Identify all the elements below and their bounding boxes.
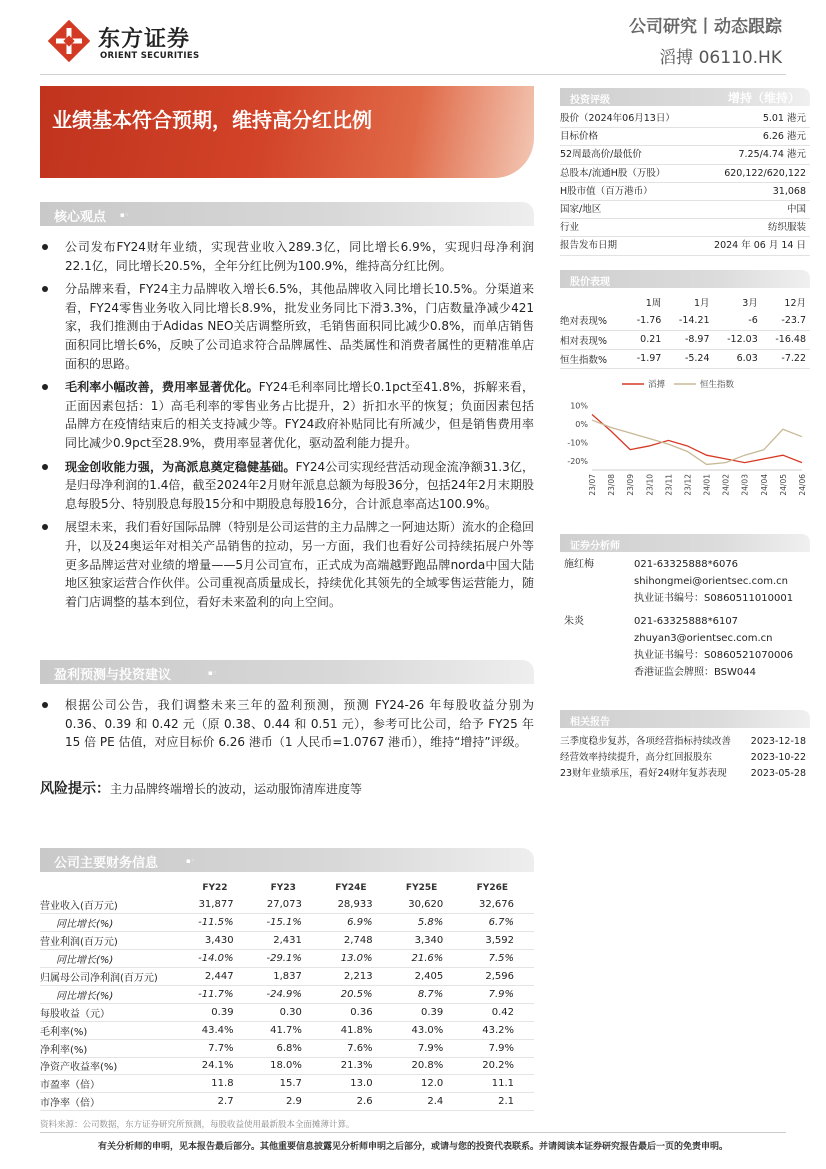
fin-value: 21.3% (322, 1057, 393, 1075)
fin-header: FY23 (270, 883, 296, 893)
rating-row (560, 165, 810, 183)
fin-value: 2.7 (185, 1093, 253, 1111)
rating-value: 增持（维持） (727, 91, 800, 105)
list-item: 公司发布FY24财年业绩，实现营业收入289.3亿，同比增长6.9%，实现归母净利润22.1亿，同比增长20.5%，全年分红比例为100.9%，维持高分红比例。 (40, 238, 534, 275)
section-dots-icon: ▪◦ (208, 669, 217, 677)
section-header-analysts (560, 534, 810, 552)
fin-value: 43.4% (185, 1021, 253, 1039)
section-title: 盈利预测与投资建议 (54, 668, 172, 683)
perf-label: 相对表现% (560, 330, 626, 349)
perf-header: 1月 (693, 297, 710, 309)
rating-key: 报告发布日期 (560, 240, 618, 252)
x-tick-label: 24/03 (740, 474, 750, 496)
fin-value: 18.0% (254, 1057, 322, 1075)
section-dots-icon: ▪◦ (186, 857, 195, 865)
analyst-info-line: 执业证书编号：S0860521070006 (634, 650, 794, 661)
related-report-title[interactable]: 23财年业绩承压，看好24财年复苏表现 (560, 768, 727, 779)
list-item: 现金创收能力强，为高派息奠定稳健基础。FY24公司实现经营活动现金流净额31.3亿，是归母净利润的1.4倍，截至2024年2月财年派息总额为每股36分，包括24年2月末期股息每股5分、特别股息每股15分和中期股息每股16分，合计派息率高达100.9%。 (40, 458, 534, 514)
related-report-item[interactable] (560, 734, 810, 750)
rating-val: 5.01 港元 (762, 113, 806, 124)
section-header-core (40, 202, 534, 226)
related-report-title[interactable]: 三季度稳步复苏，各项经营指标持续改善 (560, 736, 732, 747)
fin-value: 6.7% (463, 914, 534, 932)
perf-value: -5.24 (665, 349, 713, 368)
core-points-list (40, 238, 534, 616)
y-tick-label: 10% (570, 401, 588, 411)
fin-value: 2,213 (322, 968, 393, 986)
rating-key: 总股本/流通H股（万股） (560, 167, 666, 179)
x-tick-label: 23/11 (664, 474, 674, 496)
x-tick-label: 24/05 (778, 474, 788, 496)
fin-value: 41.8% (322, 1021, 393, 1039)
rating-val: 2024 年 06 月 14 日 (714, 240, 806, 252)
x-tick-label: 24/06 (798, 474, 807, 496)
series-line (592, 415, 802, 463)
fin-value: 2.6 (322, 1093, 393, 1111)
list-item: 展望未来，我们看好国际品牌（特别是公司运营的主力品牌之一阿迪达斯）流水的企稳回升，以及24奥运年对相关产品销售的拉动，另一方面，我们也看好公司持续拓展户外等更多品牌运营对业绩的增量——5月公司宣布，正式成为高端越野跑品牌norda中国大陆地区独家运营合作伙伴。公司重视高质量成长，持续优化其领先的全域零售运营能力，随着门店调整的基本到位，看好未来盈利的向上空间。 (40, 518, 534, 611)
table-row (40, 1003, 534, 1021)
fin-value: 2,447 (185, 968, 253, 986)
fin-label: 营业利润(百万元) (40, 932, 185, 950)
fin-label: 同比增长(%) (40, 914, 185, 932)
fin-value: 7.5% (463, 950, 534, 968)
analyst-info (634, 613, 793, 681)
fin-header: FY26E (476, 883, 508, 893)
perf-value: -7.22 (762, 349, 810, 368)
section-dots-icon: ▪◦ (120, 211, 129, 219)
fin-label: 同比增长(%) (40, 950, 185, 968)
orient-logo-icon (48, 20, 90, 62)
report-title: 业绩基本符合预期，维持高分红比例 (52, 108, 372, 132)
fin-value: -29.1% (254, 950, 322, 968)
fin-value: 3,592 (463, 932, 534, 950)
fin-value: 0.42 (463, 1003, 534, 1021)
rating-val: 中国 (786, 203, 806, 215)
rating-val: 31,068 (772, 185, 806, 197)
rating-val: 7.25/4.74 港元 (738, 149, 806, 161)
section-header-performance (560, 270, 810, 288)
fin-header (40, 880, 185, 896)
section-header-forecast (40, 660, 534, 684)
perf-value: -1.76 (626, 311, 666, 330)
list-item: 分品牌来看，FY24主力品牌收入增长6.5%，其他品牌收入同比增长10.5%。分渠道来看，FY24零售业务收入同比增长8.9%，批发业务同比下滑3.3%，门店数量净减少421家，我们推测由于Adidas NEO关店调整所致，毛销售面积同比减少0.8%，而单店销售面积同比增长6%，反映了公司追求符合品牌属性、品类属性和消费者属性的更精准单店面积的思路。 (40, 280, 534, 373)
perf-label: 恒生指数% (560, 349, 626, 368)
forecast-points-list (40, 696, 534, 757)
logo-text-cn: 东方证券 (98, 27, 191, 52)
analyst-info-line: 021-63325888*6076 (634, 559, 739, 570)
rating-val: 纺织服装 (767, 222, 806, 234)
fin-header: FY25E (405, 883, 438, 893)
related-report-item[interactable] (560, 750, 810, 766)
section-title: 投资评级 (570, 95, 610, 106)
table-row (560, 349, 810, 368)
fin-value: -11.7% (185, 985, 253, 1003)
analyst-info-line: shihongmei@orientsec.com.cn (634, 576, 788, 587)
fin-value: 2,596 (463, 968, 534, 986)
y-tick-label: -10% (567, 438, 588, 448)
list-item: 毛利率小幅改善，费用率显著优化。FY24毛利率同比增长0.1pct至41.8%，拆解来看，正面因素包括：1）高毛利率的零售业务占比提升，2）折扣水平的恢复；负面因素包括品牌方在疫情结束后的相关支持减少等。FY24政府补贴同比有所减少，但是销售费用率同比减少0.9pct至28.9%，费用率显著优化，驱动盈利能力提升。 (40, 378, 534, 452)
fin-label: 净资产收益率(%) (40, 1057, 185, 1075)
table-row (40, 968, 534, 986)
fin-value: 15.7 (254, 1075, 322, 1093)
rating-row (560, 146, 810, 164)
perf-label: 绝对表现% (560, 311, 626, 330)
fin-value: 7.9% (463, 985, 534, 1003)
y-tick-label: -20% (567, 456, 588, 466)
x-tick-label: 24/04 (759, 474, 769, 496)
table-row (40, 1021, 534, 1039)
fin-value: 3,430 (185, 932, 253, 950)
related-reports (560, 734, 810, 782)
perf-value: -14.21 (665, 311, 713, 330)
x-tick-label: 23/08 (607, 474, 617, 496)
fin-header: FY24E (335, 883, 367, 893)
source-note: 资料来源：公司数据，东方证券研究所预测，每股收益使用最新股本全面摊薄计算。 (40, 1120, 355, 1130)
analyst-name: 朱炎 (564, 616, 584, 627)
list-item: 根据公司公告，我们调整未来三年的盈利预测，预测 FY24-26 年每股收益分别为 0.36、0.39 和 0.42 元（原 0.38、0.44 和 0.51 元），参考可比公司，给予 FY25 年 15 倍 PE 估值，对应目标价 6.26 港币（1 人民币=1.0767 港币），维持“增持”评级。 (40, 696, 534, 752)
financials-table (40, 880, 534, 1111)
fin-value: 32,676 (463, 896, 534, 914)
perf-value: 0.21 (626, 330, 666, 349)
x-tick-label: 24/02 (721, 474, 731, 496)
fin-value: 7.7% (185, 1039, 253, 1057)
fin-value: 12.0 (393, 1075, 464, 1093)
fin-value: -24.9% (254, 985, 322, 1003)
rating-key: 国家/地区 (560, 203, 602, 215)
fin-label: 每股收益（元） (40, 1003, 185, 1021)
fin-value: -15.1% (254, 914, 322, 932)
section-header-rating (560, 88, 810, 106)
disclaimer-footer: 有关分析师的申明，见本报告最后部分。其他重要信息披露见分析师申明之后部分，或请与您的投资代表联系。并请阅读本证券研究报告最后一页的免责申明。 (97, 1142, 728, 1152)
stock-price-chart (560, 374, 810, 524)
fin-value: 28,933 (322, 896, 393, 914)
rating-row (560, 201, 810, 219)
analyst-card (564, 613, 810, 681)
logo-text-en: ORIENT SECURITIES (100, 51, 200, 61)
rating-key: 行业 (560, 222, 580, 234)
fin-value: 20.2% (463, 1057, 534, 1075)
fin-value: 2,431 (254, 932, 322, 950)
report-header (629, 12, 782, 68)
table-row (40, 896, 534, 914)
fin-value: -11.5% (185, 914, 253, 932)
x-tick-label: 23/10 (645, 474, 655, 496)
section-title: 证券分析师 (570, 541, 620, 552)
fin-label: 归属母公司净利润(百万元) (40, 968, 185, 986)
fin-value: 2,405 (393, 968, 464, 986)
fin-value: 1,837 (254, 968, 322, 986)
section-header-related (560, 710, 810, 728)
x-tick-label: 23/07 (588, 474, 597, 496)
header-divider (40, 74, 786, 75)
company-logo (40, 18, 230, 64)
fin-value: 20.5% (322, 985, 393, 1003)
table-row (40, 932, 534, 950)
fin-value: 2,748 (322, 932, 393, 950)
fin-value: -14.0% (185, 950, 253, 968)
perf-value: -8.97 (665, 330, 713, 349)
perf-header (560, 292, 626, 311)
fin-header: FY22 (202, 883, 228, 893)
fin-value: 30,620 (393, 896, 464, 914)
related-report-title[interactable]: 经营效率持续提升，高分红回报股东 (560, 752, 713, 763)
section-title: 公司主要财务信息 (54, 856, 159, 871)
fin-value: 0.36 (322, 1003, 393, 1021)
analyst-name: 施红梅 (564, 559, 594, 570)
risk-warning (40, 778, 362, 798)
fin-value: 3,340 (393, 932, 464, 950)
table-row (560, 311, 810, 330)
fin-value: 20.8% (393, 1057, 464, 1075)
rating-row (560, 183, 810, 201)
rating-val: 6.26 港元 (762, 131, 806, 143)
risk-text: 主力品牌终端增长的波动，运动服饰清库进度等 (110, 782, 363, 796)
legend-label: 滔搏 (648, 380, 666, 390)
report-type: 公司研究丨动态跟踪 (629, 17, 782, 37)
footer-divider (40, 1132, 786, 1133)
fin-value: 2.9 (254, 1093, 322, 1111)
fin-value: 11.1 (463, 1075, 534, 1093)
analyst-info-line: 香港证监会牌照：BSW044 (634, 667, 757, 678)
fin-value: 8.7% (393, 985, 464, 1003)
fin-value: 7.9% (393, 1039, 464, 1057)
section-title: 核心观点 (54, 210, 107, 225)
rating-row (560, 219, 810, 237)
fin-label: 净利率(%) (40, 1039, 185, 1057)
related-report-date: 2023-05-28 (750, 768, 806, 779)
risk-label: 风险提示： (40, 781, 110, 797)
analyst-card (564, 556, 810, 607)
perf-header: 1周 (645, 297, 662, 309)
fin-value: 6.9% (322, 914, 393, 932)
fin-value: 5.8% (393, 914, 464, 932)
perf-value: -1.97 (626, 349, 666, 368)
stock-code: 滔搏 06110.HK (659, 48, 782, 68)
analyst-info (634, 556, 793, 607)
fin-value: 0.30 (254, 1003, 322, 1021)
x-tick-label: 23/12 (683, 474, 693, 496)
legend-label: 恒生指数 (700, 380, 735, 390)
fin-value: 2.4 (393, 1093, 464, 1111)
rating-val: 620,122/620,122 (724, 167, 806, 179)
perf-value: -16.48 (762, 330, 810, 349)
fin-label: 营业收入(百万元) (40, 896, 185, 914)
rating-row (560, 237, 810, 255)
y-tick-label: 0% (575, 419, 588, 429)
fin-value: 24.1% (185, 1057, 253, 1075)
perf-value: -23.7 (762, 311, 810, 330)
table-row (40, 1075, 534, 1093)
fin-value: 0.39 (185, 1003, 253, 1021)
fin-value: 41.7% (254, 1021, 322, 1039)
table-row (40, 914, 534, 932)
related-report-date: 2023-10-22 (750, 752, 806, 763)
rating-key: 股价（2024年06月13日） (560, 113, 675, 124)
perf-header: 12月 (784, 297, 806, 309)
table-row (40, 950, 534, 968)
table-row (40, 985, 534, 1003)
fin-value: 6.8% (254, 1039, 322, 1057)
rating-row (560, 128, 810, 146)
fin-label: 同比增长(%) (40, 985, 185, 1003)
x-tick-label: 23/09 (626, 474, 636, 496)
rating-row (560, 110, 810, 128)
analyst-info-line: 执业证书编号：S0860511010001 (634, 593, 794, 604)
fin-value: 43.2% (463, 1021, 534, 1039)
related-report-item[interactable] (560, 766, 810, 782)
table-row (560, 330, 810, 349)
title-banner (40, 86, 534, 178)
section-header-financials (40, 848, 534, 872)
x-tick-label: 24/01 (702, 474, 712, 496)
rating-key: 52周最高价/最低价 (560, 149, 642, 161)
fin-value: 7.9% (463, 1039, 534, 1057)
perf-header: 3月 (742, 297, 758, 309)
fin-value: 2.1 (463, 1093, 534, 1111)
fin-label: 市盈率（倍） (40, 1075, 185, 1093)
fin-value: 11.8 (185, 1075, 253, 1093)
rating-key: H股市值（百万港币） (560, 185, 653, 197)
section-title: 股价表现 (570, 277, 610, 288)
rating-table (560, 110, 810, 256)
fin-value: 13.0% (322, 950, 393, 968)
table-row (40, 1057, 534, 1075)
section-title: 相关报告 (570, 717, 610, 728)
fin-value: 13.0 (322, 1075, 393, 1093)
perf-value: -6 (714, 311, 762, 330)
rating-key: 目标价格 (560, 131, 599, 143)
table-row (40, 1093, 534, 1111)
perf-value: 6.03 (714, 349, 762, 368)
fin-value: 27,073 (254, 896, 322, 914)
table-row (40, 1039, 534, 1057)
fin-value: 43.0% (393, 1021, 464, 1039)
fin-value: 0.39 (393, 1003, 464, 1021)
fin-value: 7.6% (322, 1039, 393, 1057)
fin-value: 31,877 (185, 896, 253, 914)
performance-table (560, 292, 810, 369)
fin-label: 毛利率(%) (40, 1021, 185, 1039)
related-report-date: 2023-12-18 (750, 736, 806, 747)
fin-value: 21.6% (393, 950, 464, 968)
perf-value: -12.03 (714, 330, 762, 349)
fin-label: 市净率（倍） (40, 1093, 185, 1111)
analyst-info-line: zhuyan3@orientsec.com.cn (634, 633, 773, 644)
analyst-info-line: 021-63325888*6107 (634, 616, 739, 627)
